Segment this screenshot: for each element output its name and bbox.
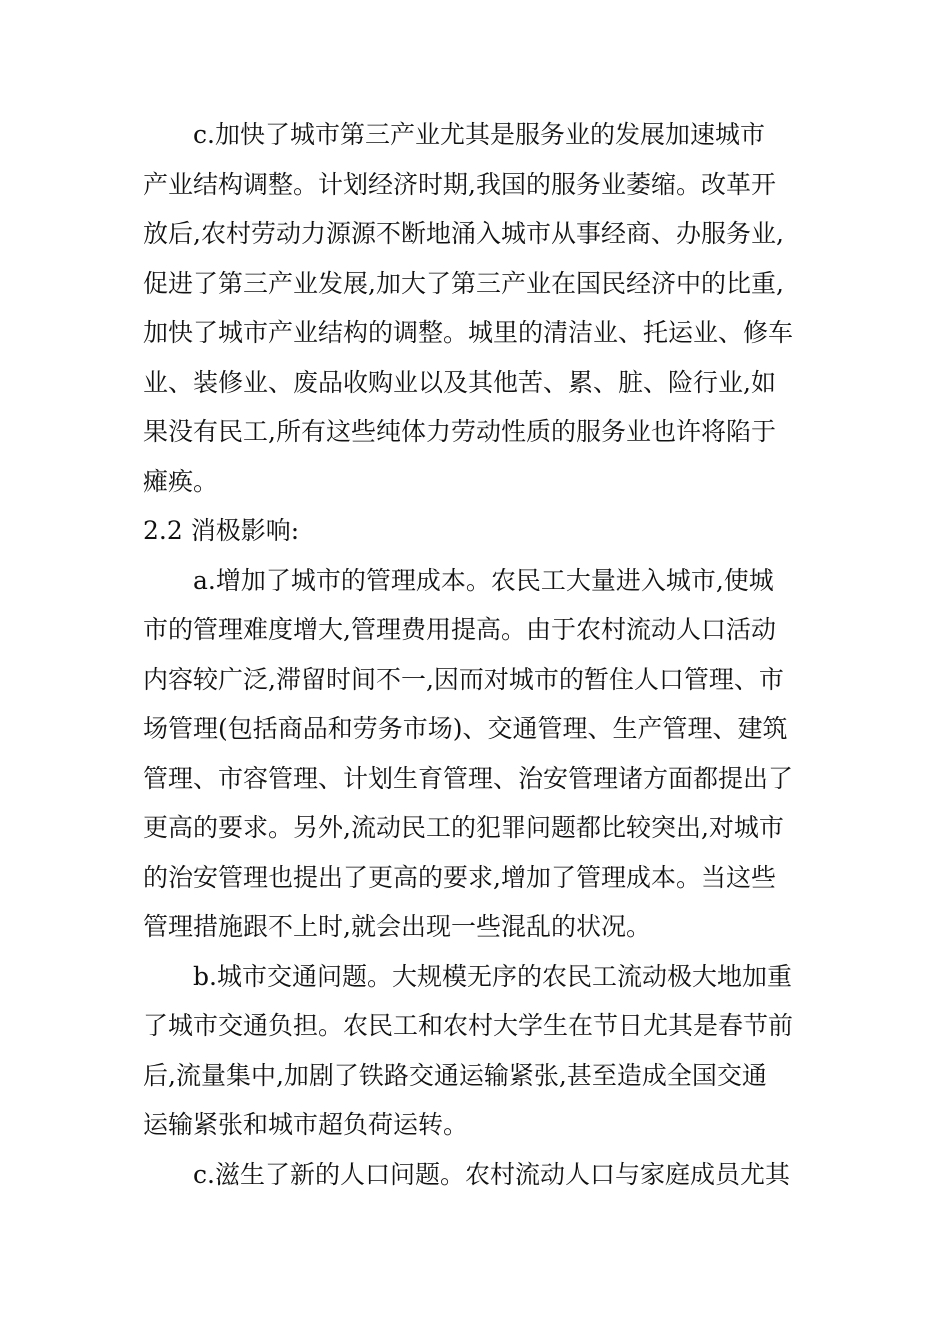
- paragraph-c-tertiary-industry-line-2: 产业结构调整。计划经济时期,我国的服务业萎缩。改革开: [143, 169, 776, 199]
- paragraph-a-management-cost-line-3: 内容较广泛,滞留时间不一,因而对城市的暂住人口管理、市: [143, 664, 784, 694]
- paragraph-b-traffic-line-4: 运输紧张和城市超负荷运转。: [143, 1110, 469, 1139]
- paragraph-b-traffic-line-1: b.城市交通问题。大规模无序的农民工流动极大地加重: [193, 961, 792, 991]
- paragraph-c-tertiary-industry-line-1: c.加快了城市第三产业尤其是服务业的发展加速城市: [193, 120, 765, 149]
- paragraph-a-management-cost-line-1: a.增加了城市的管理成本。农民工大量进入城市,使城: [193, 565, 774, 595]
- paragraph-c-tertiary-industry-line-6: 业、装修业、废品收购业以及其他苦、累、脏、险行业,如: [143, 367, 776, 397]
- paragraph-a-management-cost-line-8: 管理措施跟不上时,就会出现一些混乱的状况。: [143, 912, 651, 941]
- paragraph-b-traffic-line-3: 后,流量集中,加剧了铁路交通运输紧张,甚至造成全国交通: [143, 1060, 767, 1090]
- paragraph-a-management-cost-line-5: 管理、市容管理、计划生育管理、治安管理诸方面都提出了: [143, 763, 794, 793]
- paragraph-c-tertiary-industry-line-5: 加快了城市产业结构的调整。城里的清洁业、托运业、修车: [143, 318, 794, 347]
- paragraph-c-tertiary-industry-line-8: 瘫痪。: [143, 466, 219, 496]
- paragraph-c-tertiary-industry-line-7: 果没有民工,所有这些纯体力劳动性质的服务业也许将陷于: [143, 417, 776, 446]
- paragraph-a-management-cost-line-4: 场管理(包括商品和劳务市场)、交通管理、生产管理、建筑: [143, 714, 788, 743]
- paragraph-c-tertiary-industry-line-3: 放后,农村劳动力源源不断地涌入城市从事经商、办服务业,: [143, 219, 784, 248]
- paragraph-a-management-cost-line-6: 更高的要求。另外,流动民工的犯罪问题都比较突出,对城市: [143, 813, 784, 842]
- paragraph-c-tertiary-industry-line-4: 促进了第三产业发展,加大了第三产业在国民经济中的比重,: [143, 268, 784, 298]
- body-text: [143, 110, 823, 1199]
- paragraph-c-population-line-1: c.滋生了新的人口问题。农村流动人口与家庭成员尤其: [193, 1159, 790, 1189]
- paragraph-a-management-cost-line-7: 的治安管理也提出了更高的要求,增加了管理成本。当这些: [143, 862, 776, 892]
- section-heading-negative-impact: 2.2 消极影响:: [143, 516, 300, 545]
- paragraph-a-management-cost-line-2: 市的管理难度增大,管理费用提高。由于农村流动人口活动: [143, 615, 776, 644]
- paragraph-b-traffic-line-2: 了城市交通负担。农民工和农村大学生在节日尤其是春节前: [143, 1011, 794, 1040]
